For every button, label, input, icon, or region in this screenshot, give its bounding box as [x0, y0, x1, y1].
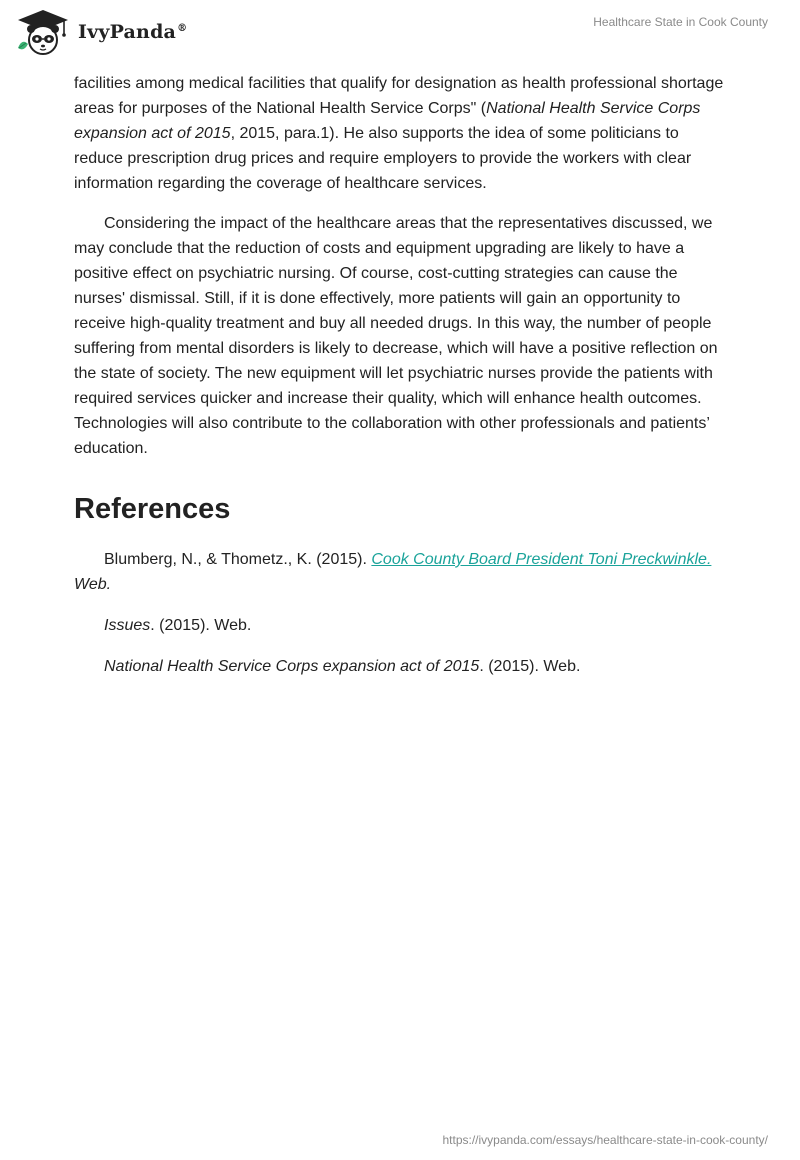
- reference-item-3: [74, 654, 728, 679]
- reference-item-2: [74, 613, 728, 638]
- reference-web: Web.: [74, 576, 112, 593]
- reference-details: . (2015). Web.: [150, 617, 252, 634]
- reference-link[interactable]: Cook County Board President Toni Preckwinkle.: [371, 551, 712, 568]
- logo-wordmark: IvyPanda®: [78, 21, 188, 43]
- paragraph-text: facilities among medical facilities that qualify for designation as health professional shortage areas for purposes of the National Health Service Corps" (: [74, 75, 724, 117]
- body-paragraph-1: [74, 71, 728, 196]
- paragraph-text: , 2015, para.1). He also supports the idea of some politicians to reduce prescription drug prices and require employers to provide the workers with clear information regarding the coverage of healthcare services.: [74, 125, 692, 192]
- document-title: Healthcare State in Cook County: [593, 15, 768, 29]
- ivypanda-logo[interactable]: [14, 8, 187, 56]
- reference-title: National Health Service Corps expansion act of 2015: [104, 658, 480, 675]
- reference-title: Issues: [104, 617, 151, 634]
- essay-content: [74, 71, 728, 695]
- reference-item-1: [74, 547, 728, 597]
- cited-title: National Health Service Corps expansion act of 2015: [74, 100, 701, 142]
- references-heading: References: [74, 493, 231, 525]
- body-paragraph-2: Considering the impact of the healthcare areas that the representatives discussed, we may conclude that the reduction of costs and equipment upgrading are likely to have a positive effect on psychiatric nursing. Of course, cost-cutting strategies can cause the nurses' dismissal. Still, if it is done effectively, more patients will gain an opportunity to receive high-quality treatment and buy all needed drugs. In this way, the number of people suffering from mental disorders is likely to decrease, which will have a positive reflection on the state of society. The new equipment will let psychiatric nurses provide the patients with required services quicker and increase their quality, which will enhance health outcomes. Technologies will also contribute to the collaboration with other professionals and patients’ education.: [74, 215, 718, 457]
- panda-graduate-icon: [14, 8, 72, 56]
- page-header: [0, 0, 800, 64]
- reference-authors: Blumberg, N., & Thometz., K. (2015).: [104, 551, 372, 568]
- reference-details: . (2015). Web.: [479, 658, 581, 675]
- registered-mark: ®: [177, 22, 188, 34]
- page-source-url[interactable]: https://ivypanda.com/essays/healthcare-state-in-cook-county/: [442, 1133, 768, 1147]
